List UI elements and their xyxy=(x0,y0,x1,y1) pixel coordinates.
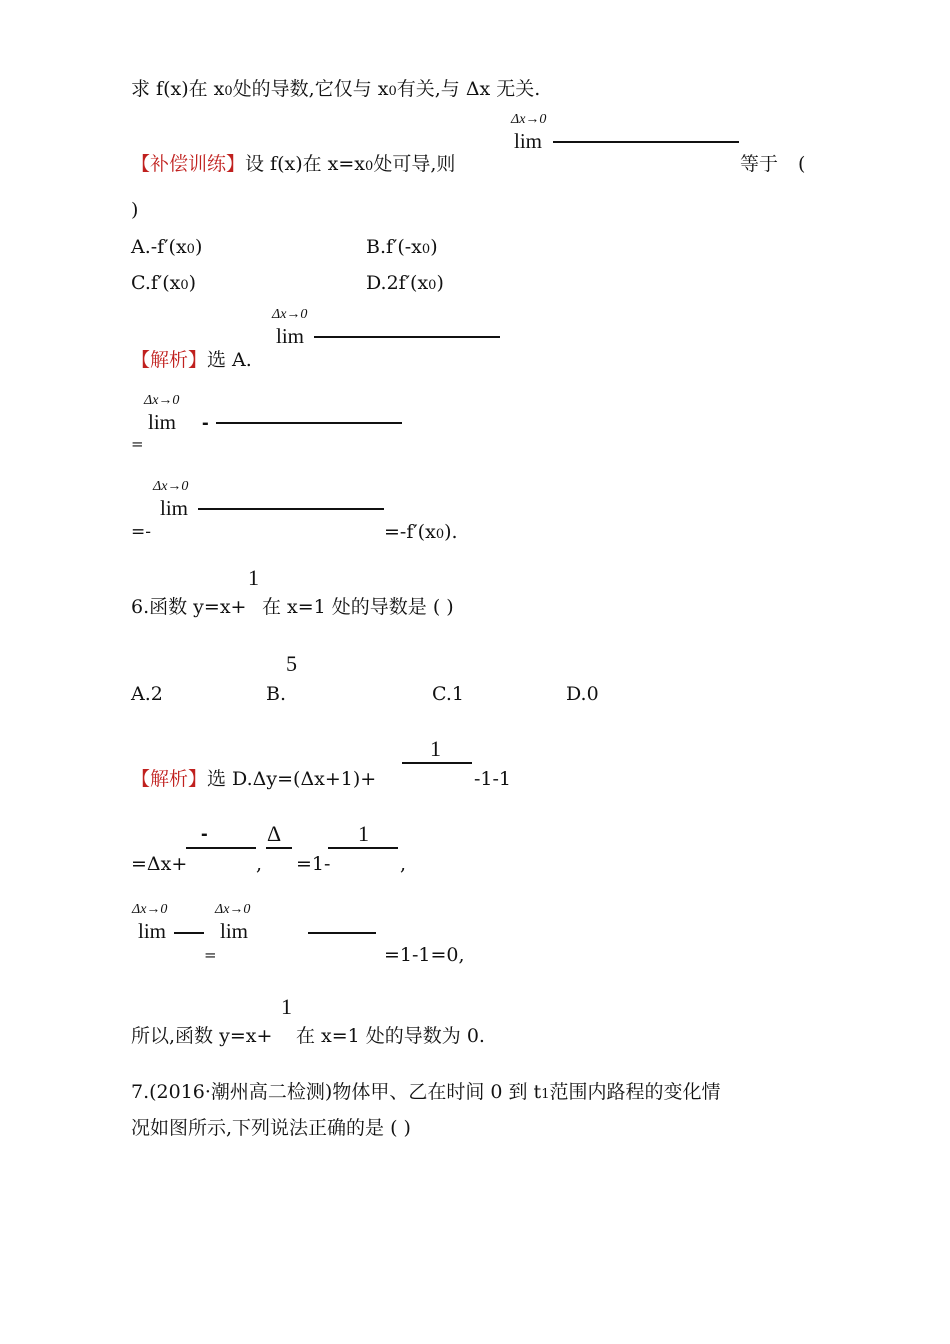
fraction-numerator: 1 xyxy=(358,821,369,846)
fraction-bar xyxy=(402,762,472,764)
solution-result: =-f′(x0). xyxy=(384,521,458,543)
delta-symbol: Δ xyxy=(267,821,282,846)
minus-sign: - xyxy=(201,823,208,845)
limit-symbol: lim xyxy=(138,919,167,943)
equals-sign: = xyxy=(131,435,144,453)
question-7-line1: 7.(2016·潮州高二检测)物体甲、乙在时间 0 到 t1范围内路程的变化情 xyxy=(131,1081,721,1103)
limit-subscript: Δx→0 xyxy=(215,902,251,917)
option-6a: A.2 xyxy=(131,683,163,705)
option-d: D.2f′(x0) xyxy=(366,272,444,294)
question-7-line2: 况如图所示,下列说法正确的是 ( ) xyxy=(131,1117,411,1139)
fraction-bar xyxy=(174,932,204,934)
option-a: A.-f′(x0) xyxy=(131,236,203,258)
fraction-bar xyxy=(216,422,402,424)
fraction-bar xyxy=(198,508,384,510)
practice-question: 【补偿训练】设 f(x)在 x=x0处可导,则 xyxy=(131,153,456,175)
fraction-bar xyxy=(314,336,500,338)
solution-6-line1: 【解析】选 D.Δy=(Δx+1)+ xyxy=(131,768,377,790)
equals-one-minus: =1- xyxy=(296,853,331,875)
limit-symbol: lim xyxy=(220,919,249,943)
fraction-bar xyxy=(266,847,292,849)
fraction-numerator: 1 xyxy=(430,736,441,761)
fraction-numerator: 1 xyxy=(248,565,259,590)
practice-question-tail: 等于 ( xyxy=(740,153,806,175)
minus-sign: - xyxy=(202,412,209,434)
fraction-bar xyxy=(186,847,256,849)
equals-minus: =- xyxy=(131,522,151,542)
limit-subscript: Δx→0 xyxy=(511,112,547,127)
equals-sign: = xyxy=(204,946,217,964)
option-6d: D.0 xyxy=(566,683,599,705)
limit-subscript: Δx→0 xyxy=(132,902,168,917)
solution-tag: 【解析】 xyxy=(131,768,208,790)
solution-6-line3: =1-1=0, xyxy=(384,944,465,966)
option-b: B.f′(-x0) xyxy=(366,236,438,258)
solution-6-conclusion-tail: 在 x=1 处的导数为 0. xyxy=(296,1025,485,1047)
question-6-tail: 在 x=1 处的导数是 ( ) xyxy=(262,596,454,618)
limit-symbol: lim xyxy=(160,496,189,520)
fraction-numerator: 1 xyxy=(281,994,292,1019)
limit-subscript: Δx→0 xyxy=(153,479,189,494)
option-c: C.f′(x0) xyxy=(131,272,197,294)
fraction-numerator: 5 xyxy=(286,651,297,676)
question-6: 6.函数 y=x+ xyxy=(131,596,247,618)
option-6c: C.1 xyxy=(432,683,464,705)
practice-tag: 【补偿训练】 xyxy=(131,153,246,175)
limit-symbol: lim xyxy=(514,129,543,153)
solution-6-conclusion: 所以,函数 y=x+ xyxy=(131,1025,273,1047)
solution-tag: 【解析】 xyxy=(131,349,208,371)
comma: , xyxy=(256,853,263,875)
practice-question-close: ) xyxy=(131,199,139,221)
solution-6-line2: =Δx+ xyxy=(131,853,188,875)
fraction-bar xyxy=(553,141,739,143)
comma: , xyxy=(400,853,407,875)
option-6b: B. xyxy=(266,683,287,705)
limit-subscript: Δx→0 xyxy=(144,393,180,408)
limit-subscript: Δx→0 xyxy=(272,307,308,322)
text-line-derivative-note: 求 f(x)在 x0处的导数,它仅与 x0有关,与 Δx 无关. xyxy=(131,78,541,100)
limit-symbol: lim xyxy=(148,410,177,434)
fraction-bar xyxy=(308,932,376,934)
fraction-bar xyxy=(328,847,398,849)
solution-6-tail: -1-1 xyxy=(474,768,512,790)
solution-line: 【解析】选 A. xyxy=(131,349,252,371)
limit-symbol: lim xyxy=(276,324,305,348)
